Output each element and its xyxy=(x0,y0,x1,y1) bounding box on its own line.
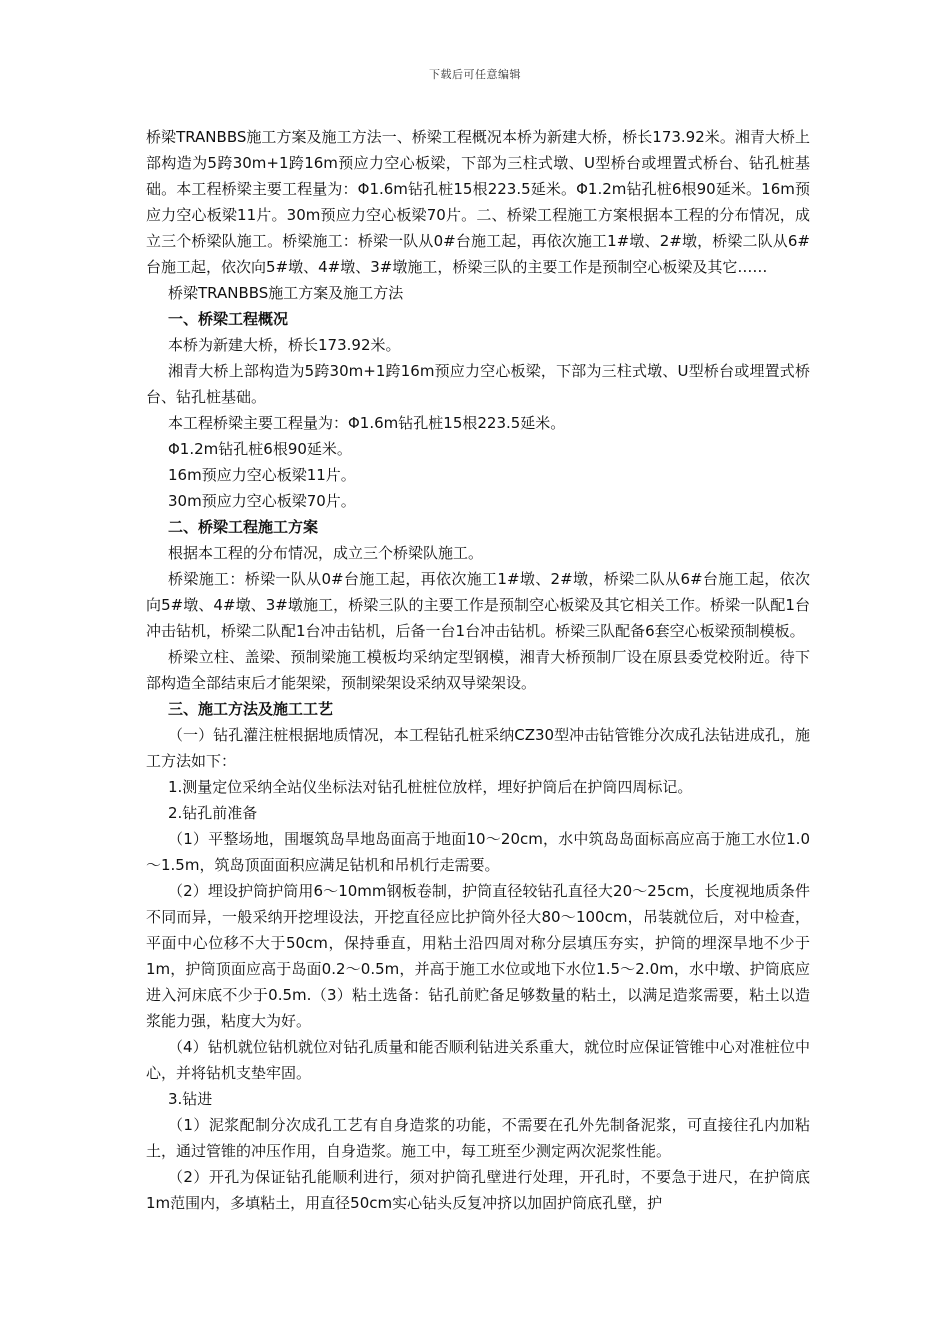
paragraph: 根据本工程的分布情况，成立三个桥梁队施工。 xyxy=(168,544,484,562)
paragraph: （1）泥浆配制分次成孔工艺有自身造浆的功能，不需要在孔外先制备泥浆，可直接往孔内加粘土，通过管锥的冲压作用，自身造浆。施工中，每工班至少测定两次泥浆性能。 xyxy=(146,1116,810,1160)
paragraph: （一）钻孔灌注桩根据地质情况，本工程钻孔桩采纳CZ30型冲击钻管锥分次成孔法钻进成孔，施工方法如下： xyxy=(146,726,810,770)
paragraph: 桥梁TRANBBS施工方案及施工方法 xyxy=(168,284,404,302)
paragraph: 桥梁施工：桥梁一队从0#台施工起，再依次施工1#墩、2#墩，桥梁二队从6#台施工起，依次向5#墩、4#墩、3#墩施工，桥梁三队的主要工作是预制空心板梁及其它相关工作。桥梁一队配1台冲击钻机，桥梁二队配1台冲击钻机，后备一台1台冲击钻机。桥梁三队配备6套空心板梁预制模板。 xyxy=(146,570,810,640)
paragraph: 本桥为新建大桥，桥长173.92米。 xyxy=(168,336,401,354)
paragraph: 本工程桥梁主要工程量为：Φ1.6m钻孔桩15根223.5延米。 xyxy=(168,414,566,432)
paragraph: （1）平整场地，围堰筑岛旱地岛面高于地面10～20cm，水中筑岛岛面标高应高于施工水位1.0～1.5m，筑岛顶面面积应满足钻机和吊机行走需要。 xyxy=(146,830,810,874)
paragraph: 3.钻进 xyxy=(168,1090,213,1108)
paragraph: （4）钻机就位钻机就位对钻孔质量和能否顺利钻进关系重大，就位时应保证管锥中心对准桩位中心，并将钻机支垫牢固。 xyxy=(146,1038,810,1082)
page-header: 下载后可任意编辑 xyxy=(429,68,521,81)
paragraph: 2.钻孔前准备 xyxy=(168,804,258,822)
document-body xyxy=(146,124,810,1216)
paragraph: 30m预应力空心板梁70片。 xyxy=(168,492,356,510)
section-heading: 三、施工方法及施工工艺 xyxy=(168,700,334,718)
paragraph: （2）开孔为保证钻孔能顺利进行，须对护筒孔壁进行处理，开孔时，不要急于进尺，在护筒底1m范围内，多填粘土，用直径50cm实心钻头反复冲挤以加固护筒底孔壁，护 xyxy=(146,1168,810,1212)
paragraph: Φ1.2m钻孔桩6根90延米。 xyxy=(168,440,352,458)
paragraph: 湘青大桥上部构造为5跨30m+1跨16m预应力空心板梁，下部为三柱式墩、U型桥台或埋置式桥台、钻孔桩基础。 xyxy=(146,362,810,406)
paragraph: 1.测量定位采纳全站仪坐标法对钻孔桩桩位放样，埋好护筒后在护筒四周标记。 xyxy=(168,778,693,796)
paragraph: 16m预应力空心板梁11片。 xyxy=(168,466,356,484)
paragraph: （2）埋设护筒护筒用6～10mm钢板卷制，护筒直径较钻孔直径大20～25cm，长度视地质条件不同而异，一般采纳开挖埋设法，开挖直径应比护筒外径大80～100cm，吊装就位后，对中检查，平面中心位移不大于50cm，保持垂直，用粘土沿四周对称分层填压夯实，护筒的埋深旱地不少于1m，护筒顶面应高于岛面0.2～0.5m，并高于施工水位或地下水位1.5～2.0m，水中墩、护筒底应进入河床底不少于0.5m.（3）粘土选备：钻孔前贮备足够数量的粘土，以满足造浆需要，粘土以造浆能力强，粘度大为好。 xyxy=(146,882,810,1030)
paragraph: 桥梁TRANBBS施工方案及施工方法一、桥梁工程概况本桥为新建大桥，桥长173.92米。湘青大桥上部构造为5跨30m+1跨16m预应力空心板梁，下部为三柱式墩、U型桥台或埋置式桥台、钻孔桩基础。本工程桥梁主要工程量为：Φ1.6m钻孔桩15根223.5延米。Φ1.2m钻孔桩6根90延米。16m预应力空心板梁11片。30m预应力空心板梁70片。二、桥梁工程施工方案根据本工程的分布情况，成立三个桥梁队施工。桥梁施工：桥梁一队从0#台施工起，再依次施工1#墩、2#墩，桥梁二队从6#台施工起，依次向5#墩、4#墩、3#墩施工，桥梁三队的主要工作是预制空心板梁及其它…… xyxy=(146,128,810,276)
section-heading: 一、桥梁工程概况 xyxy=(168,310,289,328)
paragraph: 桥梁立柱、盖梁、预制梁施工模板均采纳定型钢模，湘青大桥预制厂设在原县委党校附近。待下部构造全部结束后才能架梁，预制梁架设采纳双导梁架设。 xyxy=(146,648,810,692)
section-heading: 二、桥梁工程施工方案 xyxy=(168,518,319,536)
